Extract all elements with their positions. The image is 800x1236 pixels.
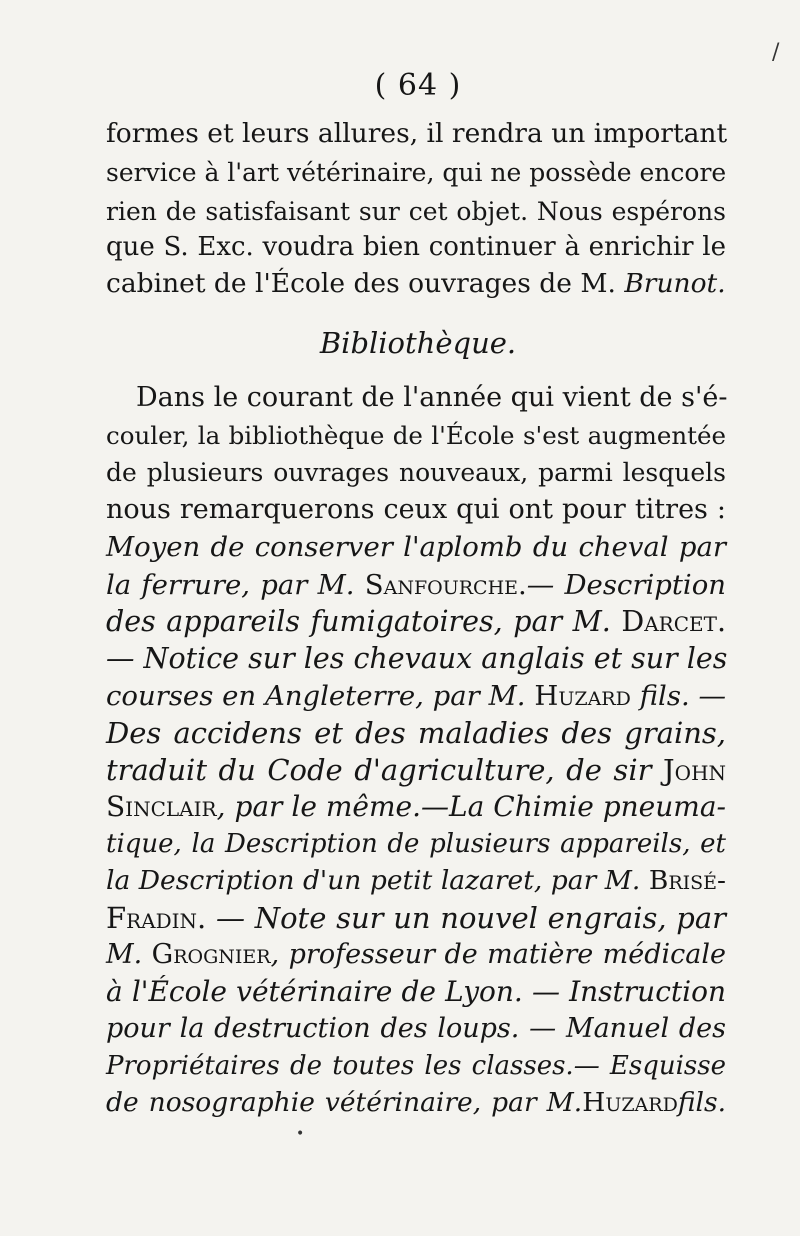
text-line: Dans le courant de l'année qui vient de s'é- bbox=[136, 382, 728, 413]
text-line bbox=[106, 678, 726, 714]
paper-speck: • bbox=[296, 1126, 305, 1142]
text-segment: la Description d'un petit lazaret, par M. bbox=[106, 865, 641, 896]
page-number: ( 64 ) bbox=[374, 68, 462, 103]
author-name: Sinclair bbox=[106, 790, 217, 823]
text-segment: traduit du Code d'agriculture, de sir bbox=[106, 753, 652, 787]
text-line bbox=[106, 900, 726, 936]
text-line bbox=[106, 937, 726, 973]
text-line: formes et leurs allures, il rendra un important bbox=[106, 118, 728, 149]
text-segment: — Description bbox=[526, 569, 726, 601]
author-name: Huzard bbox=[534, 680, 631, 712]
text-line: tique, la Description de plusieurs appareils, et bbox=[106, 829, 726, 859]
text-line: pour la destruction des loups. — Manuel des bbox=[106, 1013, 726, 1044]
author-name: Sanfourche. bbox=[364, 569, 527, 601]
author-name: Brunot. bbox=[624, 268, 726, 299]
text-line: service à l'art vétérinaire, qui ne possède encore bbox=[106, 158, 727, 187]
text-segment: fils. — bbox=[639, 680, 727, 712]
text-line: Moyen de conserver l'aplomb du cheval par bbox=[106, 531, 726, 563]
text-line: que S. Exc. voudra bien continuer à enrichir le bbox=[106, 232, 726, 262]
text-segment: des appareils fumigatoires, par M. bbox=[106, 605, 611, 638]
text-line: Propriétaires de toutes les classes.— Esquisse bbox=[106, 1051, 726, 1081]
text-segment: la ferrure, par M. bbox=[106, 569, 355, 601]
text-segment: — Note sur un nouvel engrais, par bbox=[216, 901, 726, 935]
section-heading: Bibliothèque. bbox=[319, 326, 517, 360]
text-line bbox=[106, 567, 726, 603]
author-name: Brisé- bbox=[648, 865, 726, 896]
text-line bbox=[106, 1085, 726, 1121]
text-line: à l'École vétérinaire de Lyon. — Instruction bbox=[106, 975, 726, 1008]
text-segment: fils. bbox=[677, 1087, 726, 1118]
author-name: Darcet. bbox=[621, 605, 726, 638]
paper-speck: / bbox=[772, 40, 780, 65]
author-name: Fradin. bbox=[106, 901, 207, 935]
text-segment: cabinet de l'École des ouvrages de M. bbox=[106, 268, 616, 299]
text-line: couler, la bibliothèque de l'École s'est augmentée bbox=[106, 421, 726, 450]
text-segment: M. bbox=[106, 939, 143, 970]
text-line: nous remarquerons ceux qui ont pour titres : bbox=[106, 494, 726, 525]
author-name: John bbox=[663, 753, 727, 787]
text-segment: , par le même.—La Chimie pneuma- bbox=[216, 790, 726, 823]
text-line: — Notice sur les chevaux anglais et sur les bbox=[106, 642, 728, 675]
text-segment: courses en Angleterre, par M. bbox=[106, 680, 526, 712]
text-line: rien de satisfaisant sur cet objet. Nous espérons bbox=[106, 197, 726, 226]
text-line bbox=[106, 863, 726, 899]
text-line bbox=[106, 752, 726, 788]
text-line bbox=[106, 789, 726, 825]
text-line bbox=[106, 266, 726, 302]
text-segment: de nosographie vétérinaire, par M. bbox=[106, 1087, 583, 1118]
text-line: de plusieurs ouvrages nouveaux, parmi lesquels bbox=[106, 458, 726, 487]
text-line: Des accidens et des maladies des grains, bbox=[106, 716, 726, 750]
author-name: Huzard bbox=[582, 1087, 678, 1118]
author-name: Grognier bbox=[151, 939, 271, 970]
text-segment: , professeur de matière médicale bbox=[270, 939, 726, 970]
text-line bbox=[106, 604, 726, 640]
